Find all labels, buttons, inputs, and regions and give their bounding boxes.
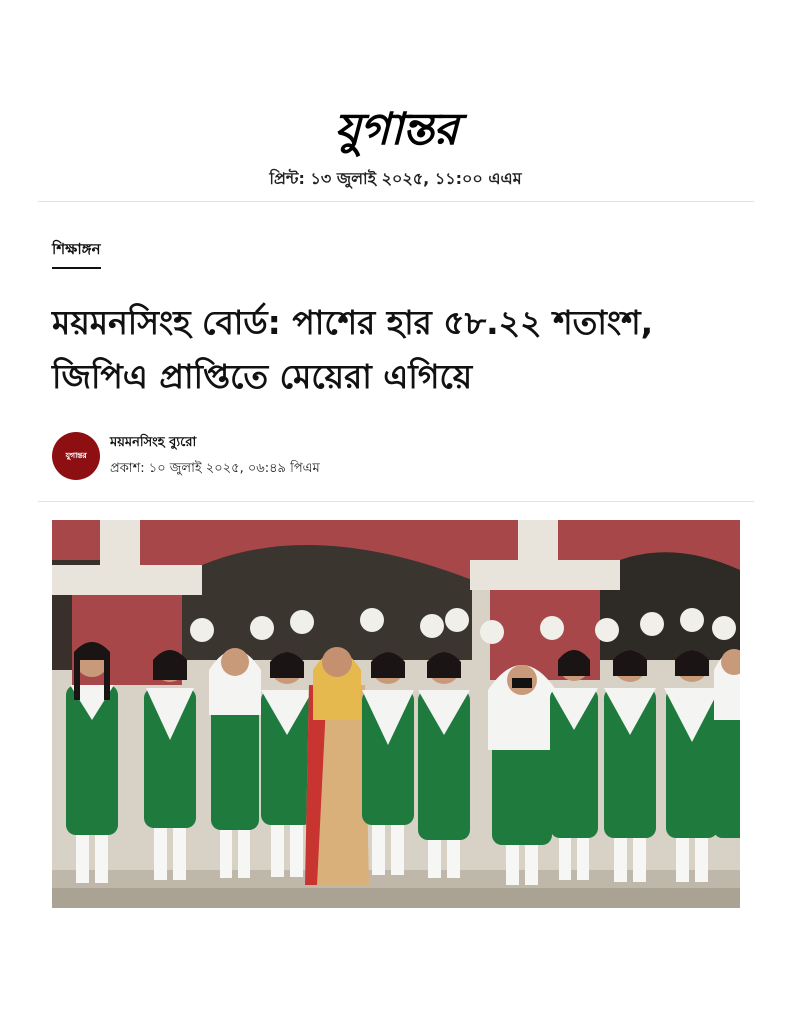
logo-container	[0, 104, 791, 156]
author-avatar: যুগান্তর	[52, 432, 100, 480]
author-name[interactable]: ময়মনসিংহ ব্যুরো	[110, 434, 197, 450]
article-photo	[52, 520, 740, 908]
byline	[52, 430, 320, 482]
photo-illustration	[52, 520, 740, 908]
byline-divider	[38, 501, 754, 502]
article-headline: ময়মনসিংহ বোর্ড: পাশের হার ৫৮.২২ শতাংশ, জিপিএ প্রাপ্তিতে মেয়েরা এগিয়ে	[52, 303, 654, 396]
category-link[interactable]: শিক্ষাঙ্গন	[52, 238, 101, 269]
byline-text	[110, 433, 320, 480]
masthead-divider	[38, 201, 754, 202]
published-date: প্রকাশ: ১০ জুলাই ২০২৫, ০৬:৪৯ পিএম	[110, 460, 320, 476]
print-date: প্রিন্ট: ১৩ জুলাই ২০২৫, ১১:০০ এএম	[269, 169, 522, 188]
newspaper-logo[interactable]: যুগান্তর	[333, 104, 458, 155]
